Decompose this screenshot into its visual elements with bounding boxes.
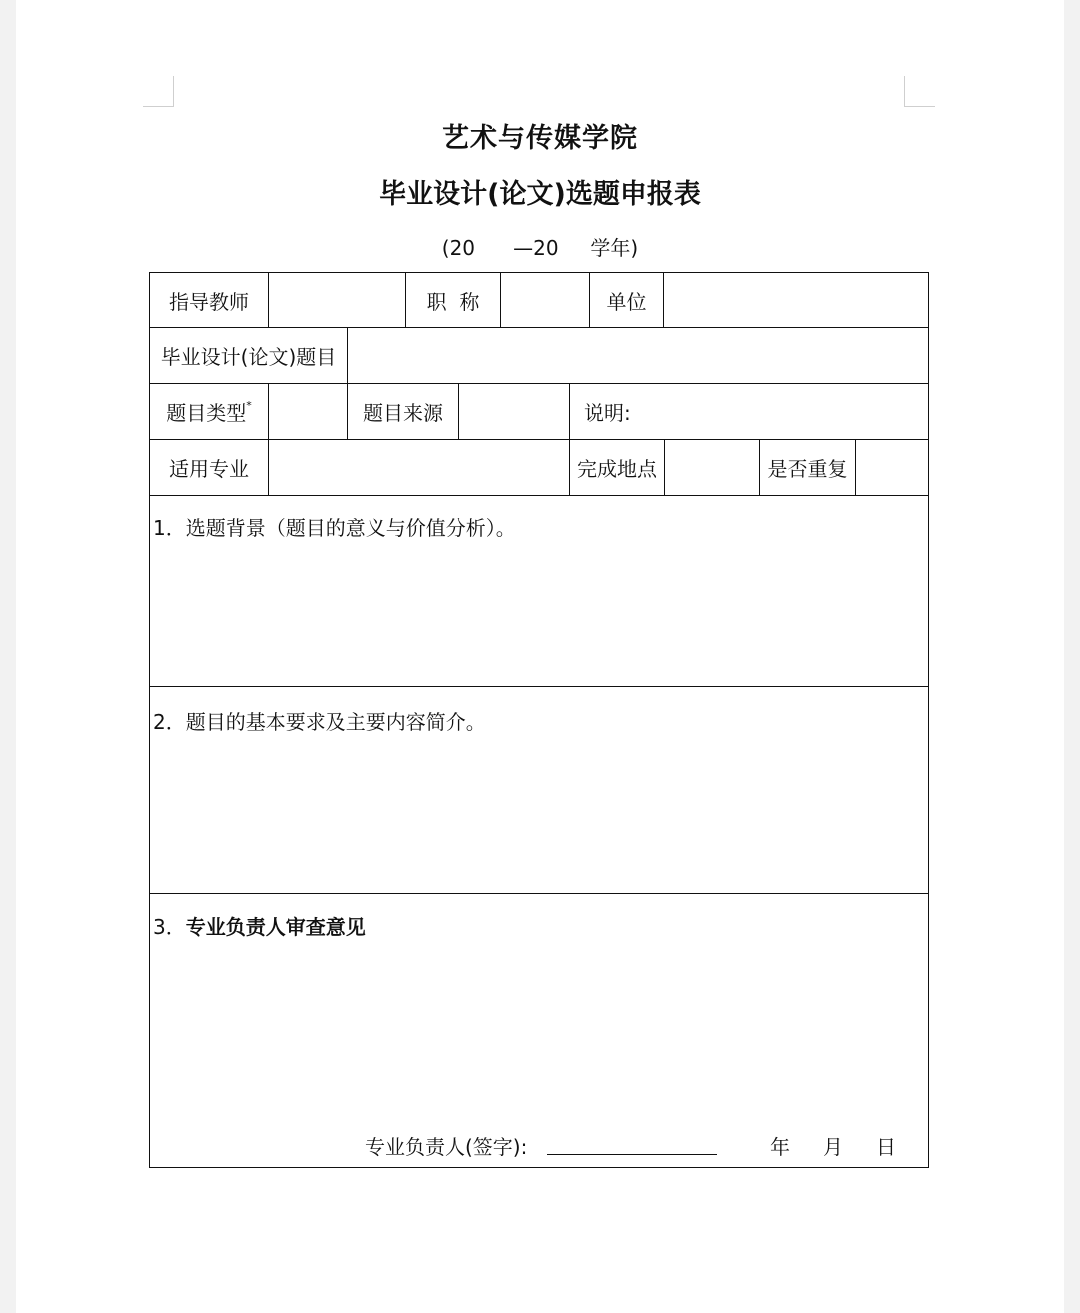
row-divider <box>149 893 929 894</box>
page-corner-mark-top-right <box>904 76 935 107</box>
repeat-label: 是否重复 <box>767 457 848 481</box>
signature-line[interactable] <box>547 1154 717 1155</box>
topic-field[interactable] <box>348 328 928 383</box>
topic-type-text: 题目类型 <box>166 401 247 425</box>
location-label: 完成地点 <box>577 457 657 481</box>
review-section-number: 3． <box>153 915 186 939</box>
job-title-field[interactable] <box>501 273 589 327</box>
page-corner-mark-top-left <box>143 76 174 107</box>
col-divider <box>569 383 570 439</box>
date-month-label: 月 <box>823 1135 843 1159</box>
date-year-label: 年 <box>770 1135 790 1159</box>
date-day-label: 日 <box>876 1135 896 1159</box>
topic-source-label: 题目来源 <box>363 401 443 425</box>
form-title: 毕业设计(论文)选题申报表 <box>379 179 701 210</box>
topic-type-field[interactable] <box>269 384 347 439</box>
advisor-label: 指导教师 <box>169 289 249 314</box>
job-title-label: 职 称 <box>426 289 480 314</box>
row-divider <box>149 686 929 687</box>
topic-label: 毕业设计(论文)题目 <box>160 345 337 369</box>
unit-field[interactable] <box>664 273 928 327</box>
required-mark: * <box>246 399 252 412</box>
row-divider <box>149 495 929 496</box>
academic-year: (20 —20 学年) <box>441 236 639 260</box>
unit-label: 单位 <box>606 289 647 314</box>
topic-source-field[interactable] <box>459 384 569 439</box>
major-label: 适用专业 <box>169 457 249 481</box>
advisor-field[interactable] <box>269 273 405 327</box>
note-label[interactable]: 说明: <box>584 401 631 425</box>
review-section-heading <box>153 911 366 940</box>
topic-type-label <box>150 384 268 439</box>
repeat-field[interactable] <box>856 440 928 495</box>
college-title: 艺术与传媒学院 <box>442 123 638 154</box>
review-section-title: 专业负责人审查意见 <box>185 915 366 939</box>
requirements-section-heading: 2．题目的基本要求及主要内容简介。 <box>153 710 486 734</box>
document-page <box>16 0 1064 1313</box>
signature-label: 专业负责人(签字): <box>365 1135 528 1159</box>
background-section-heading: 1．选题背景（题目的意义与价值分析）。 <box>153 516 516 540</box>
location-field[interactable] <box>665 440 759 495</box>
major-field[interactable] <box>269 440 569 495</box>
